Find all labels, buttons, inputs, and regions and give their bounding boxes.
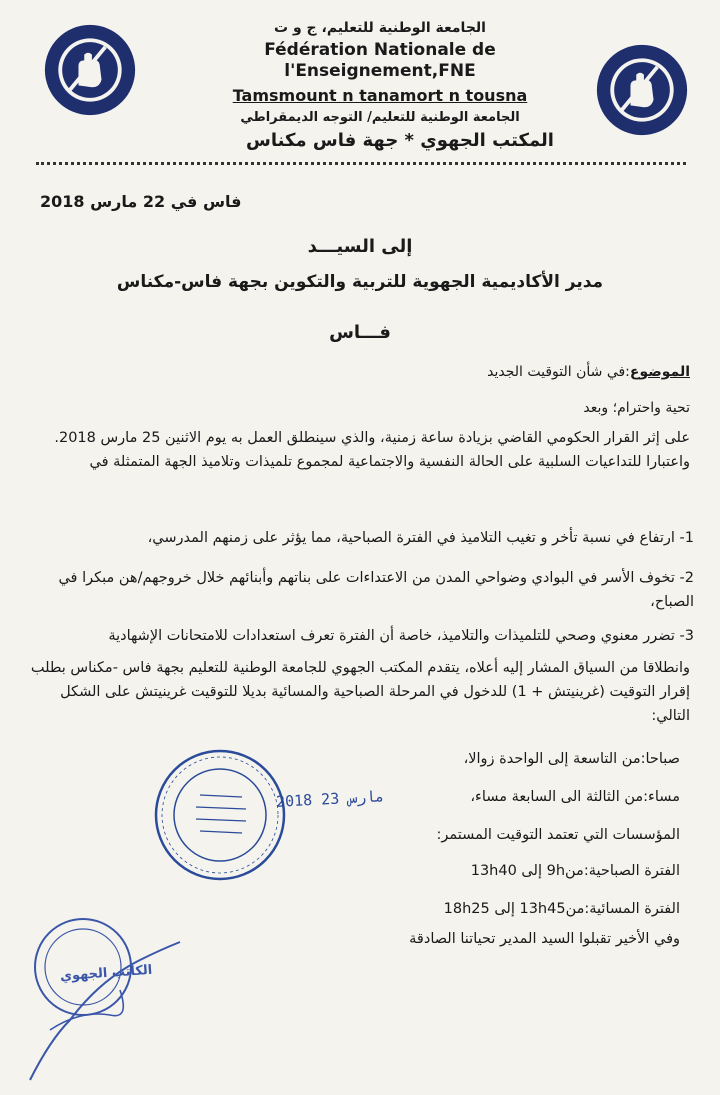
signature-title: الكاتب الجهوي (59, 962, 153, 985)
header-divider (36, 162, 686, 165)
academy-stamp-icon (150, 745, 290, 885)
list-item: 1- ارتفاع في نسبة تأخر و تغيب التلاميذ في الفترة الصباحية، مما يؤثر على زمنهم المدرسي، (147, 530, 694, 546)
org-name-amazigh: Tamsmount n tanamort n tousna (232, 86, 528, 105)
schedule-evening: مساء:من الثالثة الى السابعة مساء، (470, 789, 680, 805)
org-name-french-line2: l'Enseignement,FNE (284, 61, 476, 81)
org-name-arabic: الجامعة الوطنية للتعليم، ج و ت (274, 20, 486, 36)
received-date-stamp: 2018 مارس 23 (275, 787, 385, 811)
subject-line (70, 364, 690, 380)
schedule-morning: صباحا:من التاسعة إلى الواحدة زوالا، (463, 751, 680, 767)
org-name-french-line1: Fédération Nationale de (264, 40, 496, 60)
closing-line: وفي الأخير تقبلوا السيد المدير تحياتنا الصادقة (409, 931, 680, 947)
letter-date: فاس في 22 مارس 2018 (40, 192, 242, 211)
recipient-line2: مدير الأكاديمية الجهوية للتربية والتكوين بجهة فاس-مكناس (116, 272, 604, 292)
subject-text: :في شأن التوقيت الجديد (487, 364, 630, 380)
schedule-evening-period: الفترة المسائية:من13h45 إلى 18h25 (443, 901, 680, 917)
signature-scribble-icon (10, 920, 210, 1090)
paragraph-request: وانطلاقا من السياق المشار إليه أعلاه، يتقدم المكتب الجهوي للجامعة الوطنية للتعليم بجهة فاس -مكناس بطلب إقرار التوقيت (غرينيتش + 1) للدخول في المرحلة الصباحية والمسائية بديلا للتوقيت غرينيتش على الشكل التالي: (30, 660, 690, 724)
federation-logo-left (42, 22, 138, 118)
paragraph-context: على إثر القرار الحكومي القاضي بزيادة ساعة زمنية، والذي سينطلق العمل به يوم الاثنين 25 مارس 2018. واعتبارا للتداعيات السلبية على الحالة النفسية والاجتماعية لمجموع تلميذات وتلاميذ الجهة المتمثلة في (54, 430, 690, 470)
recipient-line1: إلى السيـــد (307, 236, 413, 257)
org-subtitle-arabic: الجامعة الوطنية للتعليم/ التوجه الديمقراطي (240, 110, 520, 125)
federation-logo-right (594, 42, 690, 138)
schedule-morning-period: الفترة الصباحية:من9h إلى 13h40 (470, 863, 680, 879)
list-item: 3- تضرر معنوي وصحي للتلميذات والتلاميذ، خاصة أن الفترة تعرف استعدادات للامتحانات الإشهادية (108, 628, 694, 644)
subject-label: الموضوع (629, 364, 690, 380)
recipient-line3: فـــاس (329, 322, 391, 343)
greeting: تحية واحترام؛ وبعد (583, 400, 690, 416)
regional-office-title: المكتب الجهوي * جهة فاس مكناس (246, 130, 554, 151)
list-item: 2- تخوف الأسر في البوادي وضواحي المدن من الاعتداءات على بناتهم وأبنائهم خلال خروجهم/هن مبكرا في الصباح، (58, 570, 694, 610)
schedule-continuous-intro: المؤسسات التي تعتمد التوقيت المستمر: (436, 827, 680, 843)
